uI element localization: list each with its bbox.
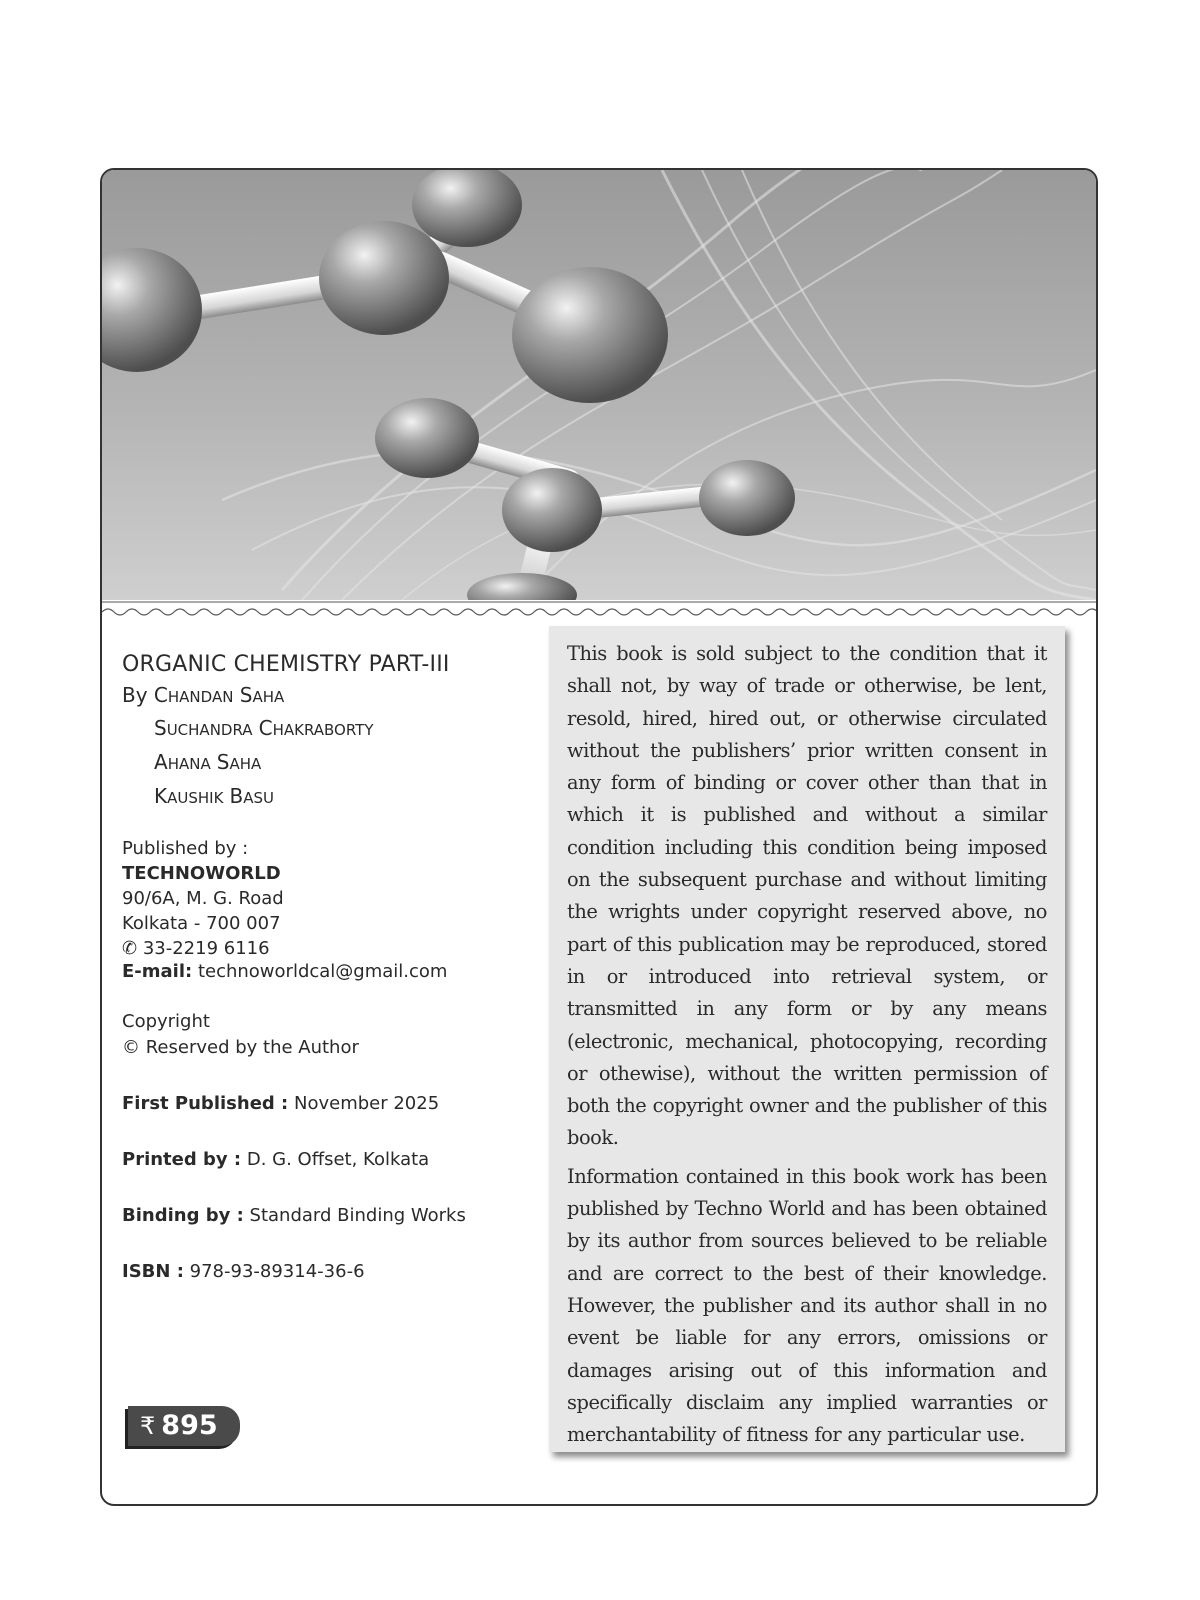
copyright-block	[122, 1009, 542, 1061]
molecule-cover-image	[102, 170, 1096, 600]
legal-notice-box	[549, 626, 1065, 1452]
price-tag	[128, 1406, 240, 1446]
wave-divider	[102, 596, 1096, 620]
isbn: ISBN : 978-93-89314-36-6	[122, 1261, 365, 1282]
book-details	[122, 650, 542, 1285]
phone-icon: ✆	[122, 938, 138, 959]
email-address: technoworldcal@gmail.com	[197, 961, 448, 982]
by-prefix: By	[122, 683, 148, 707]
author-line-4: KAUSHIK BASU	[154, 784, 274, 808]
notice-paragraph-1: This book is sold subject to the condition that it shall not, by way of trade or otherwise, be lent, resold, hired, hired out, or otherwise circulated without the publishers’ prior written consent in any form of binding or cover other than that in which it is published and without a similar condition including this condition being imposed on the subsequent purchase and without limiting the wrights under copyright reserved above, no part of this publication may be reproduced, stored in or introduced into retrieval system, or transmitted in any form or by any means (electronic, mechanical, photocopying, recording or othewise), without the written permission of both the copyright owner and the publisher of this book.	[567, 642, 1047, 1150]
author-line-2: SUCHANDRA CHAKRABORTY	[154, 716, 374, 740]
publisher-block	[122, 836, 542, 983]
notice-paragraph-2: Information contained in this book work has been published by Techno World and has been obtained by its author from sources believed to be reliable and are correct to the best of their knowledge. However, the publisher and its author shall in no event be liable for any errors, omissions or damages arising out of this information and specifically disclaim any implied warranties or merchantability of fitness for any particular use.	[567, 1164, 1047, 1447]
publisher-address-2: Kolkata - 700 007	[122, 913, 281, 934]
book-title: ORGANIC CHEMISTRY PART-III	[122, 652, 450, 677]
author-line-3: AHANA SAHA	[154, 750, 262, 774]
author-line-1: By CHANDAN SAHA	[122, 683, 285, 707]
publisher-address-1: 90/6A, M. G. Road	[122, 888, 284, 909]
binding-by: Binding by : Standard Binding Works	[122, 1205, 466, 1226]
copyright-label: Copyright	[122, 1011, 210, 1032]
first-published: First Published : November 2025	[122, 1093, 440, 1114]
published-by-label: Published by :	[122, 838, 249, 859]
publisher-phone: ✆ 33-2219 6116	[122, 938, 270, 959]
printed-by: Printed by : D. G. Offset, Kolkata	[122, 1149, 430, 1170]
copyright-text: © Reserved by the Author	[122, 1037, 359, 1058]
price-value: 895	[161, 1410, 218, 1441]
publisher-name: TECHNOWORLD	[122, 863, 281, 884]
page-frame	[100, 168, 1098, 1506]
publisher-email: E-mail: technoworldcal@gmail.com	[122, 961, 448, 982]
rupee-icon: ₹	[140, 1412, 156, 1440]
molecule-illustration	[102, 170, 1096, 600]
